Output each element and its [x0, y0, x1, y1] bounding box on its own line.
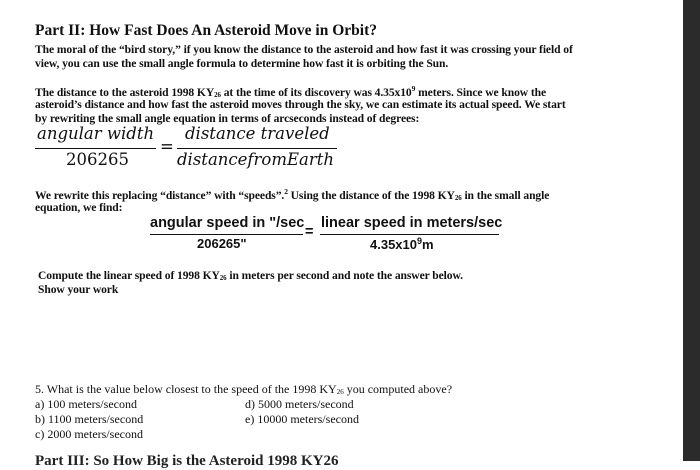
intro-line-1: The moral of the “bird story,” if you know the distance to the asteroid and how fast it was crossing your field of — [35, 43, 573, 56]
eq2-equals: = — [305, 224, 314, 240]
next-section-title-cutoff: Part III: So How Big is the Asteroid 1998 KY26 — [35, 453, 339, 469]
intro-line-2: view, you can use the small angle formula to determine how fast it is orbiting the Sun. — [35, 57, 449, 70]
option-e: e) 10000 meters/second — [245, 412, 359, 426]
discovery-line-3: by rewriting the small angle equation in terms of arcseconds instead of degrees: — [35, 112, 420, 125]
discovery-line-1: The distance to the asteroid 1998 KY26 at the time of its discovery was $4.35x10^9$ meters. Since we know the — [35, 84, 547, 99]
eq1-left-fraction-bar — [35, 148, 156, 149]
right-edge-bar — [683, 0, 700, 461]
option-b: b) 1100 meters/second — [35, 412, 144, 426]
eq1-right-fraction-bar — [177, 148, 337, 149]
option-a: a) 100 meters/second — [35, 397, 137, 411]
compute-instruction: Compute the linear speed of 1998 KY26 in meters per second and note the answer below. — [38, 269, 463, 282]
eq2-left-fraction-bar — [150, 234, 303, 235]
show-work-label: Show your work — [38, 283, 119, 296]
eq2-left-numerator: angular speed in "/sec — [150, 215, 305, 231]
option-d: d) 5000 meters/second — [245, 397, 354, 411]
eq2-right-numerator: linear speed in meters/sec — [321, 215, 503, 231]
eq2-right-fraction-bar — [320, 234, 499, 235]
question-5: 5. What is the value below closest to the speed of the 1998 KY26 you computed above? — [35, 382, 453, 396]
part-title: Part II: How Fast Does An Asteroid Move in Orbit? — [35, 22, 377, 39]
eq1-right-numerator: distance traveled — [185, 124, 330, 143]
eq2-right-denominator: $4.35x10^9m$ — [370, 236, 434, 252]
rewrite-line-2: equation, we find: — [35, 201, 123, 214]
discovery-line-2: asteroid’s distance and how fast the asteroid moves through the sky, we can estimate its actual speed. We start — [35, 98, 566, 111]
eq1-right-denominator: distancefromEarth — [177, 150, 335, 169]
eq1-left-numerator: angular width — [37, 124, 155, 143]
eq1-left-denominator: 206265 — [66, 150, 129, 169]
rewrite-line-1: We rewrite this replacing “distance” with “speeds”.$^2$ Using the distance of the 1998 KY26 in the small angle — [35, 187, 550, 202]
eq2-left-denominator: 206265" — [197, 236, 247, 251]
option-c: c) 2000 meters/second — [35, 427, 143, 441]
eq1-equals: = — [160, 137, 174, 156]
